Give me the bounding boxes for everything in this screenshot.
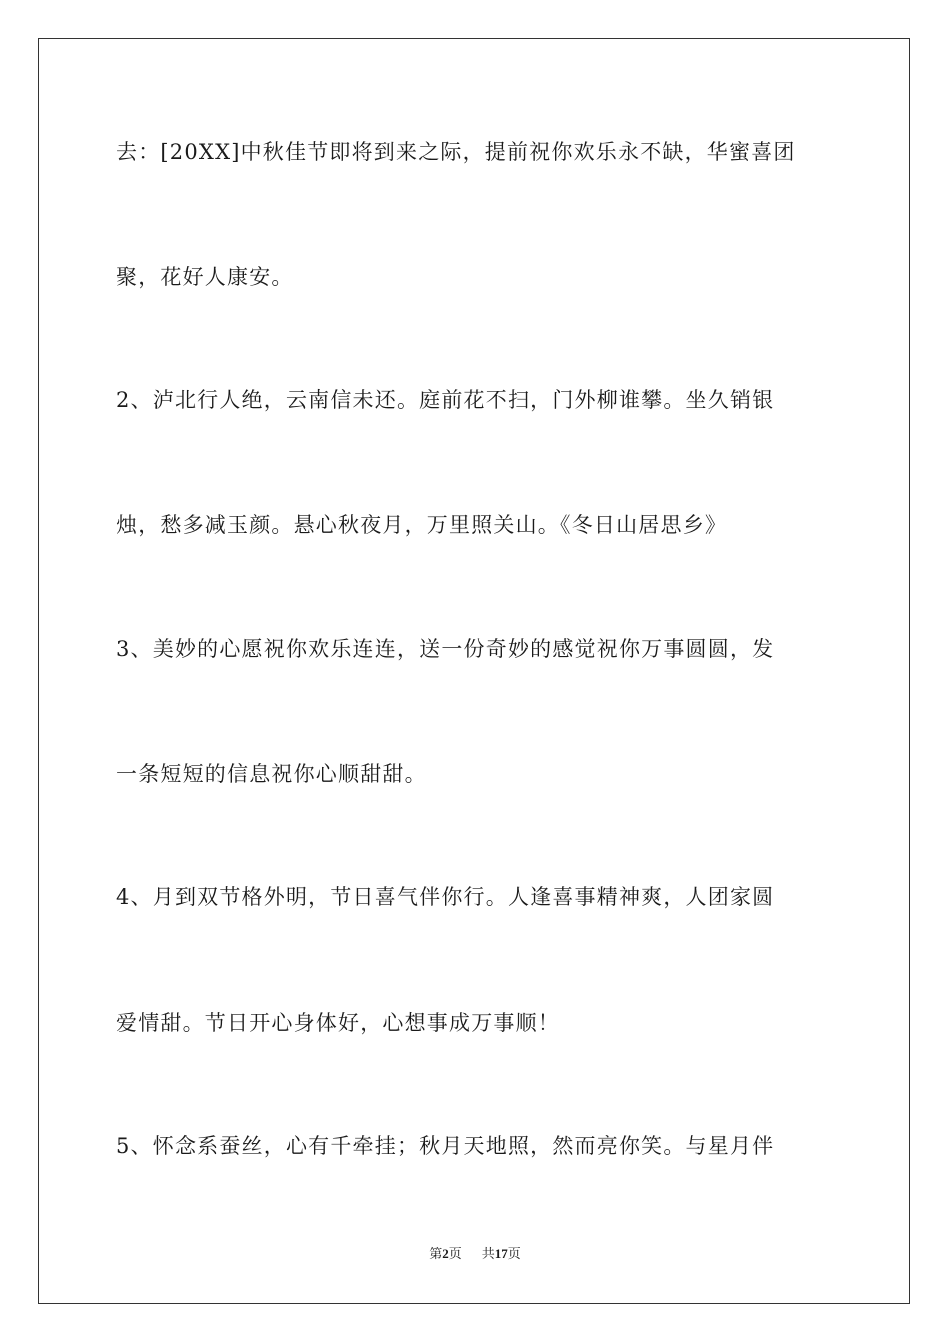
body-text-line-5: 3、美妙的心愿祝你欢乐连连，送一份奇妙的感觉祝你万事圆圆，发 [116,637,775,661]
body-text-line-7: 4、月到双节格外明，节日喜气伴你行。人逢喜事精神爽，人团家圆 [116,885,775,909]
page-prefix: 第 [429,1247,443,1262]
body-text-line-3: 2、泸北行人绝，云南信未还。庭前花不扫，门外柳谁攀。坐久销银 [116,388,775,412]
body-text-line-9: 5、怀念系蚕丝，心有千牵挂；秋月天地照，然而亮你笑。与星月伴 [116,1134,775,1158]
page-border [38,38,910,1304]
total-prefix: 共 [481,1247,495,1262]
page-footer [0,1245,950,1264]
page-suffix: 页 [448,1247,462,1262]
body-text-line-6: 一条短短的信息祝你心顺甜甜。 [116,762,427,786]
total-pages: 17 [494,1246,508,1261]
total-suffix: 页 [507,1247,521,1262]
page-number: 2 [442,1246,449,1261]
body-text-line-8: 爱情甜。节日开心身体好，心想事成万事顺！ [116,1011,560,1035]
body-text-line-1: 去：[20XX]中秋佳节即将到来之际，提前祝你欢乐永不缺，华蜜喜团 [116,140,796,164]
body-text-line-4: 烛，愁多减玉颜。悬心秋夜月，万里照关山。《冬日山居思乡》 [116,513,728,537]
body-text-line-2: 聚，花好人康安。 [116,265,294,289]
